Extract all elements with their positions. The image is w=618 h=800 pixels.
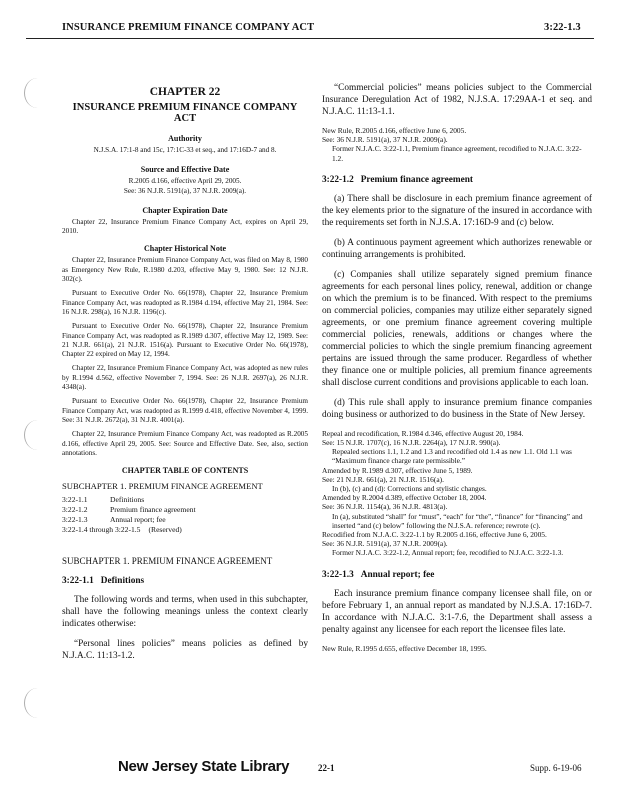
history-note-6: Chapter 22, Insurance Premium Finance Company Act, was readopted as R.2005 d.166, effective April 29, 2005. See: Source and Effective Date. See, also, section annotations. bbox=[62, 430, 308, 457]
section-title: Definitions bbox=[100, 576, 145, 587]
running-header-title: INSURANCE PREMIUM FINANCE COMPANY ACT bbox=[62, 22, 315, 33]
source-note: In (a), substituted “shall” for “must”, “each” for “the”, “finance” for “financing” and inserted “and (c) below” following the N.J.S.A. reference; rewrote (c). bbox=[332, 511, 583, 530]
source-note: New Rule, R.2005 d.166, effective June 6, 2005. bbox=[322, 126, 467, 135]
history-note-5: Pursuant to Executive Order No. 66(1978), Chapter 22, Insurance Premium Finance Company Act, was readopted as R.1999 d.418, effective November 4, 1999. See: 31 N.J.R. 2672(a), 31 N.J.R. 4001(a). bbox=[62, 397, 308, 424]
source-note: See: 36 N.J.R. 1154(a), 36 N.J.R. 4813(a). bbox=[322, 502, 448, 512]
section-heading-1-3 bbox=[322, 570, 592, 580]
toc-entry bbox=[62, 525, 308, 535]
history-note-2: Pursuant to Executive Order No. 66(1978), Chapter 22, Insurance Premium Finance Company Act, was readopted as R.1984 d.194, effective May 21, 1984. See: 16 N.J.R. 298(a), 16 N.J.R. 1196(c). bbox=[62, 289, 308, 316]
library-watermark: New Jersey State Library bbox=[118, 758, 290, 775]
toc-entry bbox=[62, 495, 308, 505]
source-note: Repealed sections 1.1, 1.2 and 1.3 and recodified old 1.4 as new 1.1. Old 1.1 was “Maximum finance charge rate permissible.” bbox=[332, 447, 572, 466]
toc-entry-number: 3:22-1.2 bbox=[62, 504, 88, 514]
toc-heading: CHAPTER TABLE OF CONTENTS bbox=[121, 466, 249, 476]
toc-entry-label: (Reserved) bbox=[148, 524, 182, 534]
toc-entry-number: 3:22-1.4 through 3:22-1.5 bbox=[62, 524, 141, 534]
source-note: See: 21 N.J.R. 661(a), 21 N.J.R. 1516(a). bbox=[322, 474, 444, 484]
source-note: New Rule, R.1995 d.655, effective December 18, 1995. bbox=[322, 643, 487, 653]
toc-entry bbox=[62, 515, 308, 525]
source-note: See: 15 N.J.R. 1707(c), 16 N.J.R. 2264(a), 17 N.J.R. 990(a). bbox=[322, 438, 501, 448]
section-title: Premium finance agreement bbox=[360, 174, 473, 185]
source-note: Former N.J.A.C. 3:22-1.2, Annual report; fee, recodified to N.J.A.C. 3:22-1.3. bbox=[332, 548, 564, 558]
history-heading: Chapter Historical Note bbox=[143, 244, 227, 254]
section-heading-1-2 bbox=[322, 175, 592, 185]
definition-commercial-policies: “Commercial policies” means policies subject to the Commercial Insurance Deregulation Act of 1982, N.J.S.A. 17:29AA-1 et seq. and N.J.A.C. 11:13-1.1. bbox=[322, 83, 592, 117]
source-note: In (b), (c) and (d): Corrections and stylistic changes. bbox=[332, 484, 487, 494]
toc-entry-label: Premium finance agreement bbox=[110, 504, 196, 514]
section-number: 3:22-1.1 bbox=[62, 576, 94, 587]
definitions-intro: The following words and terms, when used in this subchapter, shall have the following meanings unless the context clearly indicates otherwise: bbox=[62, 595, 308, 630]
binder-hole-mark-bottom bbox=[24, 688, 51, 718]
source-note: Former N.J.A.C. 3:22-1.1, Premium finance agreement, recodified to N.J.A.C. 3:22-1.2. bbox=[332, 144, 582, 163]
chapter-title: INSURANCE PREMIUM FINANCE COMPANY ACT bbox=[72, 102, 298, 124]
binder-hole-mark-middle bbox=[24, 420, 51, 450]
toc-entry-label: Definitions bbox=[110, 495, 145, 505]
section-heading-1-1 bbox=[62, 576, 308, 586]
section-number: 3:22-1.3 bbox=[322, 569, 354, 580]
paragraph-d: (d) This rule shall apply to insurance premium finance companies doing business or authorized to do business in the State of New Jersey. bbox=[322, 397, 592, 420]
expiration-heading: Chapter Expiration Date bbox=[142, 205, 228, 215]
section-title: Annual report; fee bbox=[360, 569, 435, 580]
page-number: 22-1 bbox=[318, 763, 335, 773]
annual-report-paragraph: Each insurance premium finance company licensee shall file, on or before February 1, an annual report as mandated by N.J.S.A. 17:16D-7. In accordance with N.J.A.C. 3:1-7.6, the Department shall assess a penalty against any licensee for each report the licensee files late. bbox=[322, 588, 592, 635]
toc-entry-number: 3:22-1.1 bbox=[62, 495, 88, 505]
authority-text: N.J.S.A. 17:1-8 and 15c, 17:1C-33 et seq., and 17:16D-7 and 8. bbox=[93, 146, 277, 154]
right-column bbox=[322, 82, 592, 653]
expiration-text: Chapter 22, Insurance Premium Finance Company Act, expires on April 29, 2010. bbox=[62, 217, 308, 236]
source-line-1: R.2005 d.166, effective April 29, 2005. bbox=[128, 177, 242, 186]
toc-entry-number: 3:22-1.3 bbox=[62, 514, 88, 524]
source-heading: Source and Effective Date bbox=[140, 165, 230, 175]
left-column bbox=[62, 82, 308, 670]
toc-subchapter: SUBCHAPTER 1. PREMIUM FINANCE AGREEMENT bbox=[62, 481, 263, 492]
supplement-date: Supp. 6-19-06 bbox=[530, 763, 582, 773]
history-note-4: Chapter 22, Insurance Premium Finance Company Act, was adopted as new rules by R.1994 d.562, effective November 7, 1994. See: 26 N.J.R. 2697(a), 26 N.J.R. 4348(a). bbox=[62, 364, 308, 392]
toc-entry-label: Annual report; fee bbox=[110, 514, 166, 524]
source-note: See: 36 N.J.R. 5191(a), 37 N.J.R. 2009(a). bbox=[322, 135, 448, 145]
source-note: See: 36 N.J.R. 5191(a), 37 N.J.R. 2009(a). bbox=[322, 539, 448, 549]
section-number: 3:22-1.2 bbox=[322, 174, 354, 185]
paragraph-c: (c) Companies shall utilize separately signed premium finance agreements for each personal lines policy, renewal, addition or change on which the premium is to be financed. With respect to the premiums on commercial policies, companies may utilize either separately signed agreements, or one premium finance agreement covering multiple commercial policies, renewals, additions or changes where the commercial policies to which the single premium financing agreement pertains are issued through the same producer. Regardless of whether they finance one or multiple policies, all premium finance agreements shall disclose current conditions and provisions applicable to each loan. bbox=[322, 269, 592, 388]
definition-personal-lines: “Personal lines policies” means policies as defined by N.J.A.C. 11:13-1.2. bbox=[62, 639, 308, 662]
source-line-2: See: 36 N.J.R. 5191(a), 37 N.J.R. 2009(a). bbox=[123, 186, 247, 195]
authority-heading: Authority bbox=[168, 134, 202, 143]
running-header-section: 3:22-1.3 bbox=[544, 22, 581, 33]
source-note: Amended by R.1989 d.307, effective June 5, 1989. bbox=[322, 465, 473, 475]
history-note-3: Pursuant to Executive Order No. 66(1978), Chapter 22, Insurance Premium Finance Company Act, was readopted as R.1989 d.307, effective May 12, 1989. See: 21 N.J.R. 661(a), 21 N.J.R. 1516(a). Pursuant to Executive Order No. 66(1978), Chapter 22 expired on May 12, 1994. bbox=[62, 322, 308, 359]
toc-entry bbox=[62, 505, 308, 515]
paragraph-a: (a) There shall be disclosure in each premium finance agreement of the key elements prior to the signature of the insured in accordance with the requirements set forth in N.J.S.A. 17:16D-9 and (c) below. bbox=[322, 193, 592, 228]
source-note: Repeal and recodification, R.1984 d.346, effective August 20, 1984. bbox=[322, 428, 524, 438]
source-note: Amended by R.2004 d.389, effective October 18, 2004. bbox=[322, 493, 487, 503]
source-note: Recodified from N.J.A.C. 3:22-1.1 by R.2005 d.166, effective June 6, 2005. bbox=[322, 530, 547, 540]
subchapter-title: SUBCHAPTER 1. PREMIUM FINANCE AGREEMENT bbox=[62, 556, 273, 567]
history-note-1: Chapter 22, Insurance Premium Finance Company Act, was filed on May 8, 1980 as Emergency New Rule, R.1980 d.203, effective May 9, 1980. See: 12 N.J.R. 302(c). bbox=[62, 256, 308, 284]
chapter-number: CHAPTER 22 bbox=[149, 86, 221, 98]
binder-hole-mark-top bbox=[24, 78, 51, 108]
paragraph-b: (b) A continuous payment agreement which authorizes renewable or continuing arrangements is prohibited. bbox=[322, 237, 592, 260]
header-rule bbox=[26, 38, 594, 39]
